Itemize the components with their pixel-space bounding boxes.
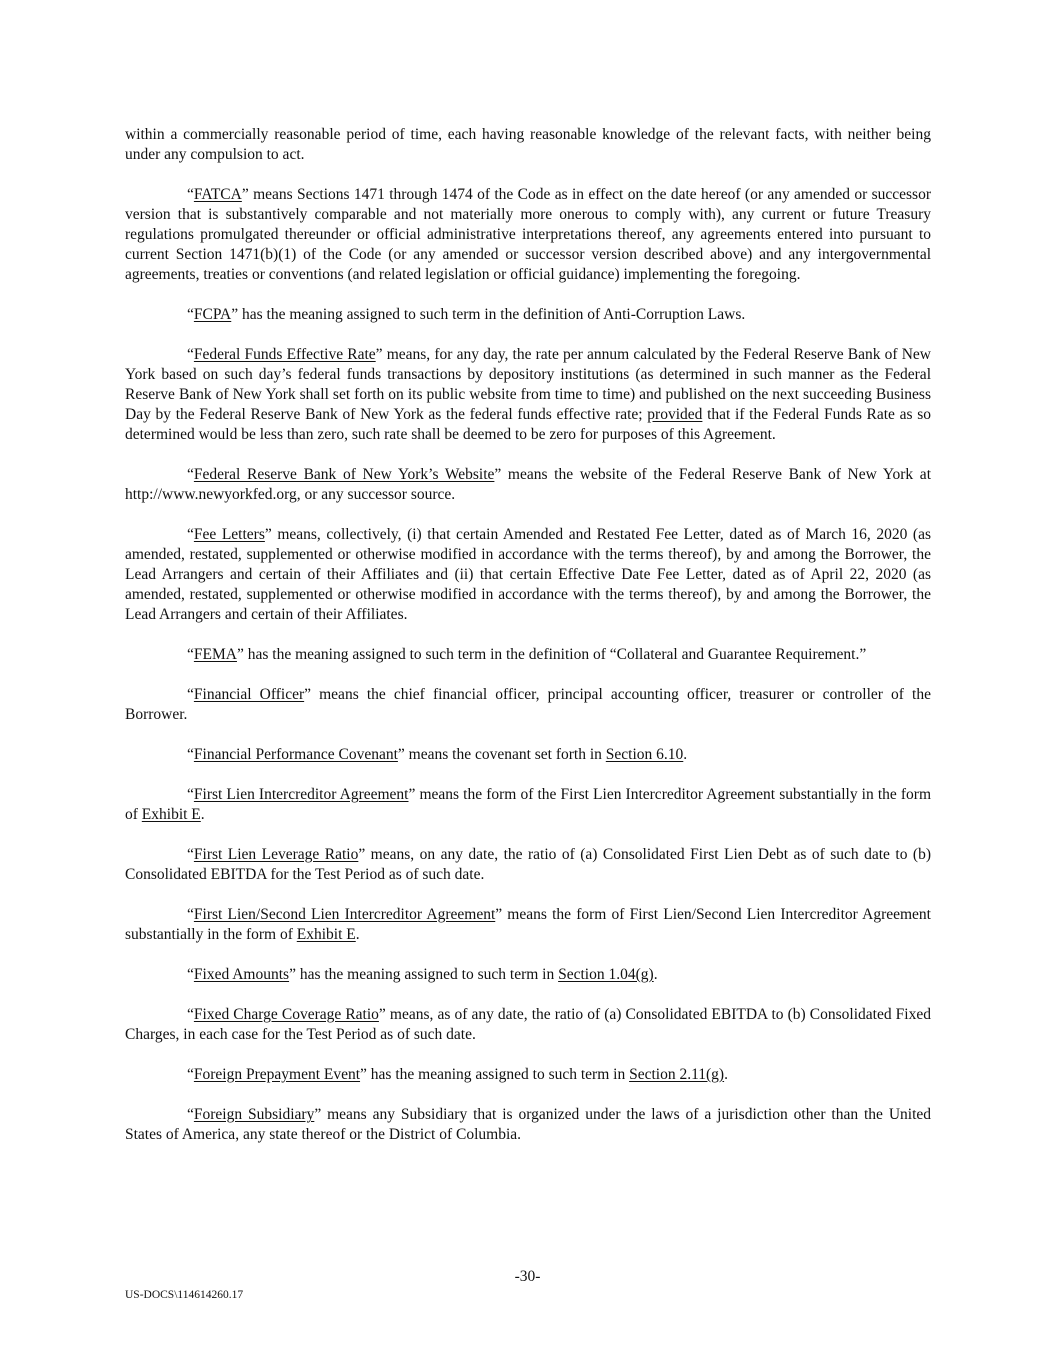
definition-text: ” means the form of the First Lien Intercreditor Agreement substantially in the form of	[125, 786, 932, 823]
cross-reference: Section 2.11(g)	[629, 1066, 725, 1083]
definition-paragraph: “First Lien Intercreditor Agreement” means the form of the First Lien Intercreditor Agreement substantially in the form of Exhibit E.	[125, 786, 932, 823]
definition-text: ” means the website of the Federal Reserve Bank of New York at http://www.newyorkfed.org, or any successor source.	[125, 466, 931, 503]
definition-text: .	[724, 1066, 728, 1083]
definition-paragraph: “First Lien Leverage Ratio” means, on any date, the ratio of (a) Consolidated First Lien Debt as of such date to (b) Consolidated EBITDA for the Test Period as of such date.	[125, 846, 931, 883]
defined-term: Federal Reserve Bank of New York’s Website	[193, 466, 495, 483]
definition-paragraph: “Fixed Charge Coverage Ratio” means, as of any date, the ratio of (a) Consolidated EBITDA to (b) Consolidated Fixed Charges, in each case for the Test Period as of such date.	[125, 1006, 931, 1043]
definition-paragraph: “First Lien/Second Lien Intercreditor Agreement” means the form of First Lien/Second Lien Intercreditor Agreement substantially in the form of Exhibit E.	[125, 906, 931, 943]
cross-reference: Exhibit E	[141, 806, 201, 823]
definition-text: ” has the meaning assigned to such term in	[289, 966, 559, 983]
defined-term: First Lien Leverage Ratio	[193, 846, 359, 863]
cross-reference: Exhibit E	[296, 926, 356, 943]
defined-term: Fixed Amounts	[193, 966, 290, 983]
document-id: US-DOCS\114614260.17	[125, 1289, 244, 1301]
defined-term: First Lien/Second Lien Intercreditor Agreement	[193, 906, 496, 923]
definition-paragraph: “Federal Funds Effective Rate” means, for any day, the rate per annum calculated by the Federal Reserve Bank of New York based on such day’s federal funds transactions by depository institutions (as determined in such manner as the Federal Reserve Bank of New York shall set forth on its public website from time to time) and published on the next succeeding Business Day by the Federal Reserve Bank of New York as the federal funds effective rate; provided that if the Federal Funds Rate as so determined would be less than zero, such rate shall be deemed to be zero for purposes of this Agreement.	[125, 346, 931, 443]
definition-text: .	[200, 806, 205, 823]
definition-paragraph: “Fee Letters” means, collectively, (i) that certain Amended and Restated Fee Letter, dated as of March 16, 2020 (as amended, restated, supplemented or otherwise modified in accordance with the terms thereof), by and among the Borrower, the Lead Arrangers and certain of their Affiliates and (ii) that certain Effective Date Fee Letter, dated as of April 22, 2020 (as amended, restated, supplemented or otherwise modified in accordance with the terms thereof), by and among the Borrower, the Lead Arrangers and certain of their Affiliates.	[125, 526, 932, 623]
definition-paragraph: “FATCA” means Sections 1471 through 1474 of the Code as in effect on the date hereof (or any amended or successor version that is substantively comparable and not materially more onerous to comply with), any current or future Treasury regulations promulgated thereunder or official administrative interpretations thereof, any agreements entered into pursuant to current Section 1471(b)(1) of the Code (or any amended or successor version described above) and any intergovernmental agreements, treaties or conventions (and related legislation or official guidance) implementing the foregoing.	[125, 186, 931, 283]
defined-term: Fixed Charge Coverage Ratio	[193, 1006, 379, 1023]
definition-text: .	[683, 746, 688, 763]
document-body	[125, 125, 931, 1165]
page-number: -30-	[514, 1268, 541, 1285]
definition-text: ” has the meaning assigned to such term in	[360, 1066, 630, 1083]
defined-term: FCPA	[193, 306, 232, 323]
definition-text: ” means, on any date, the ratio of (a) Consolidated First Lien Debt as of such date to (b) Consolidated EBITDA for the Test Period as of such date.	[125, 846, 931, 883]
defined-term: Federal Funds Effective Rate	[193, 346, 376, 363]
definition-paragraph: “Foreign Prepayment Event” has the meaning assigned to such term in Section 2.11(g).	[187, 1066, 728, 1083]
definition-text: ” means Sections 1471 through 1474 of the Code as in effect on the date hereof (or any amended or successor version that is substantively comparable and not materially more onerous to comply with), any current or future Treasury regulations promulgated thereunder or official administrative interpretations thereof, any agreements entered into pursuant to current Section 1471(b)(1) of the Code (or any amended or successor version described above) and any intergovernmental agreements, treaties or conventions (and related legislation or official guidance) implementing the foregoing.	[125, 186, 931, 283]
definition-text: that if the Federal Funds Rate as so determined would be less than zero, such rate shall be deemed to be zero for purposes of this Agreement.	[125, 406, 931, 443]
definition-paragraph: “Financial Officer” means the chief financial officer, principal accounting officer, treasurer or controller of the Borrower.	[125, 686, 931, 723]
defined-term: Financial Officer	[193, 686, 305, 703]
definition-text: ” means, for any day, the rate per annum calculated by the Federal Reserve Bank of New York based on such day’s federal funds transactions by depository institutions (as determined in such manner as the Federal Reserve Bank of New York shall set forth on its public website from time to time) and published on the next succeeding Business Day by the Federal Reserve Bank of New York as the federal funds effective rate;	[125, 346, 931, 423]
defined-term: First Lien Intercreditor Agreement	[193, 786, 409, 803]
cross-reference: provided	[647, 406, 703, 423]
cross-reference: Section 1.04(g)	[558, 966, 654, 983]
definition-text: ” means the chief financial officer, principal accounting officer, treasurer or controller of the Borrower.	[125, 686, 931, 723]
definition-text: .	[355, 926, 360, 943]
definitions-list	[125, 185, 931, 1145]
defined-term: Financial Performance Covenant	[193, 746, 398, 763]
defined-term: Foreign Subsidiary	[193, 1106, 315, 1123]
cross-reference: Section 6.10	[605, 746, 684, 763]
definition-text: ” means the form of First Lien/Second Lien Intercreditor Agreement substantially in the form of	[125, 906, 931, 943]
defined-term: Fee Letters	[193, 526, 265, 543]
definition-text: .	[653, 966, 658, 983]
definition-paragraph: “FCPA” has the meaning assigned to such term in the definition of Anti-Corruption Laws.	[187, 306, 746, 323]
definition-paragraph: “Fixed Amounts” has the meaning assigned to such term in Section 1.04(g).	[187, 966, 658, 983]
continuation-paragraph: within a commercially reasonable period of time, each having reasonable knowledge of the relevant facts, with neither being under any compulsion to act.	[125, 126, 931, 163]
defined-term: FATCA	[193, 186, 242, 203]
definition-paragraph: “Financial Performance Covenant” means the covenant set forth in Section 6.10.	[187, 746, 688, 763]
definition-paragraph: “Foreign Subsidiary” means any Subsidiary that is organized under the laws of a jurisdiction other than the United States of America, any state thereof or the District of Columbia.	[125, 1106, 932, 1143]
definition-paragraph: “FEMA” has the meaning assigned to such term in the definition of “Collateral and Guarantee Requirement.”	[187, 646, 867, 663]
definition-text: ” means any Subsidiary that is organized under the laws of a jurisdiction other than the United States of America, any state thereof or the District of Columbia.	[125, 1106, 932, 1143]
definition-text: ” means, collectively, (i) that certain Amended and Restated Fee Letter, dated as of March 16, 2020 (as amended, restated, supplemented or otherwise modified in accordance with the terms thereof), by and among the Borrower, the Lead Arrangers and certain of their Affiliates and (ii) that certain Effective Date Fee Letter, dated as of April 22, 2020 (as amended, restated, supplemented or otherwise modified in accordance with the terms thereof), by and among the Borrower, the Lead Arrangers and certain of their Affiliates.	[125, 526, 932, 623]
definition-text: ” has the meaning assigned to such term in the definition of Anti-Corruption Laws.	[231, 306, 746, 323]
definition-text: ” means the covenant set forth in	[397, 746, 606, 763]
definition-paragraph: “Federal Reserve Bank of New York’s Website” means the website of the Federal Reserve Bank of New York at http://www.newyorkfed.org, or any successor source.	[125, 466, 931, 503]
definition-text: ” means, as of any date, the ratio of (a) Consolidated EBITDA to (b) Consolidated Fixed Charges, in each case for the Test Period as of such date.	[125, 1006, 931, 1043]
defined-term: FEMA	[193, 646, 237, 663]
definition-text: ” has the meaning assigned to such term in the definition of “Collateral and Guarantee Requirement.”	[236, 646, 867, 663]
defined-term: Foreign Prepayment Event	[193, 1066, 361, 1083]
